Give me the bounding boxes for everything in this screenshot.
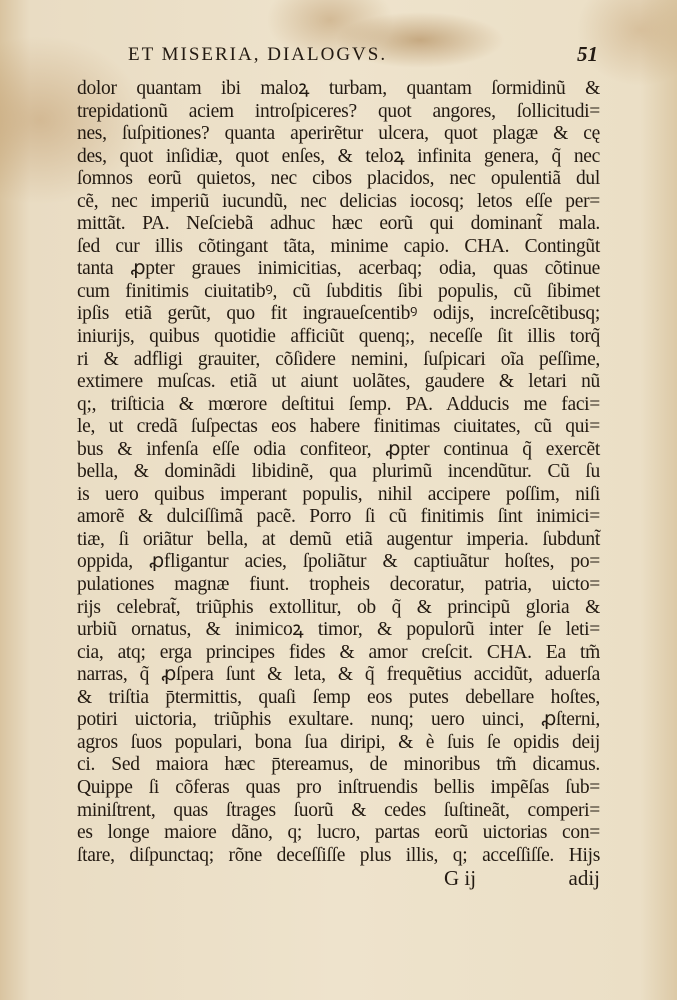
text-line: cẽ, nec imperiũ iucundũ, nec delicias iocosq; letos eſſe per=: [77, 190, 600, 212]
text-line: ſed cur illis cõtingant tãta, minime capio. CHA. Contingũt: [77, 235, 600, 257]
text-line: tiæ, ſi oriãtur bella, at demũ etiã augentur imperia. ſubdunt̃: [77, 528, 600, 550]
text-line: bus & infenſa eſſe odia confiteor, ꝓpter continua q̃ exercẽt: [77, 438, 600, 460]
text-line: Quippe ſi cõferas quas pro inſtruendis bellis impẽſas ſub=: [77, 776, 600, 798]
text-line: bella, & dominãdi libidinẽ, qua plurimũ incendũtur. Cũ ſu: [77, 461, 600, 483]
text-line: miniſtrent, quas ſtrages ſuorũ & cedes ſuſtineãt, comperi=: [77, 799, 600, 821]
text-line: narras, q̃ ꝓſpera ſunt & leta, & q̃ frequẽtius accidũt, aduerſa: [77, 664, 600, 686]
text-line: des, quot inſidiæ, quot enſes, & teloꝝ infinita genera, q̃ nec: [77, 145, 600, 167]
text-line: agros ſuos populari, bona ſua diripi, & è ſuis ſe opidis deij: [77, 731, 600, 753]
text-line: ſomnos eorũ quietos, nec cibos placidos, nec opulentiã dul: [77, 168, 600, 190]
text-line: & triſtia p̄termittis, quaſi ſemp eos putes debellare hoſtes,: [77, 686, 600, 708]
text-line: dolor quantam ibi maloꝝ turbam, quantam ſormidinũ &: [77, 78, 600, 99]
text-line: nes, ſuſpitiones? quanta aperirẽtur ulcera, quot plagæ & cę: [77, 123, 600, 145]
text-line: ipſis etiã gerũt, quo fit ingraueſcentibꝰ odijs, increſcẽtibusq;: [77, 303, 600, 325]
text-line: potiri uictoria, triũphis exultare. nunq; uero uinci, ꝓſterni,: [77, 709, 600, 731]
signature-mark: G ij: [444, 866, 477, 890]
text-line: mittãt. PA. Neſciebã adhuc hæc eorũ qui dominant̃ mala.: [77, 213, 600, 235]
text-line: rijs celebrat̃, triũphis extollitur, ob q̃ & principũ gloria &: [77, 596, 600, 618]
text-line: ri & adfligi grauiter, cõſidere nemini, ſuſpicari oĩa peſſime,: [77, 348, 600, 370]
running-title: ET MISERIA, DIALOGVS.: [128, 44, 388, 65]
text-line: q;, triſticia & mœrore deſtitui ſemp. PA. Adducis me faci=: [77, 393, 600, 415]
text-line: tanta ꝓpter graues inimicitias, acerbaq; odia, quas cõtinue: [77, 258, 600, 280]
text-line: trepidationũ aciem introſpiceres? quot angores, ſollicitudi=: [77, 100, 600, 122]
body-text: [77, 78, 600, 867]
text-line: cum finitimis ciuitatibꝰ, cũ ſubditis ſibi populis, cũ ſibimet: [77, 280, 600, 302]
text-line: oppida, ꝓfligantur acies, ſpoliãtur & captiuãtur hoſtes, po=: [77, 551, 600, 573]
catchword: adij: [568, 866, 600, 890]
page-number: 51: [577, 42, 598, 66]
text-line: es longe maiore dãno, q; lucro, partas eorũ uictorias con=: [77, 822, 600, 844]
text-line: amorẽ & dulciſſimã pacẽ. Porro ſi cũ finitimis ſint inimici=: [77, 506, 600, 528]
text-line: ſtare, diſpunctaq; rõne deceſſiſſe plus illis, q; acceſſiſſe. Hijs: [77, 844, 600, 866]
text-line: pulationes magnæ fiunt. tropheis decoratur, patria, uicto=: [77, 574, 600, 596]
text-line: is uero quibus imperant populis, nihil accipere poſſim, niſi: [77, 483, 600, 505]
text-line: extimere muſcas. etiã ut aiunt uolãtes, gaudere & letari nũ: [77, 371, 600, 393]
text-line: cia, atq; erga principes fides & amor creſcit. CHA. Ea tm̃: [77, 641, 600, 663]
page-header: [128, 44, 598, 70]
text-line: urbiũ ornatus, & inimicoꝝ timor, & populorũ inter ſe leti=: [77, 619, 600, 641]
text-line: le, ut credã ſuſpectas eos habere finitimas ciuitates, cũ qui=: [77, 416, 600, 438]
text-line: iniurijs, quibus quotidie afficiũt quenq;, neceſſe ſit illis torq̃: [77, 326, 600, 348]
page-footer: [77, 866, 600, 892]
text-line: ci. Sed maiora hæc p̄tereamus, de minoribus tm̃ dicamus.: [77, 754, 600, 776]
